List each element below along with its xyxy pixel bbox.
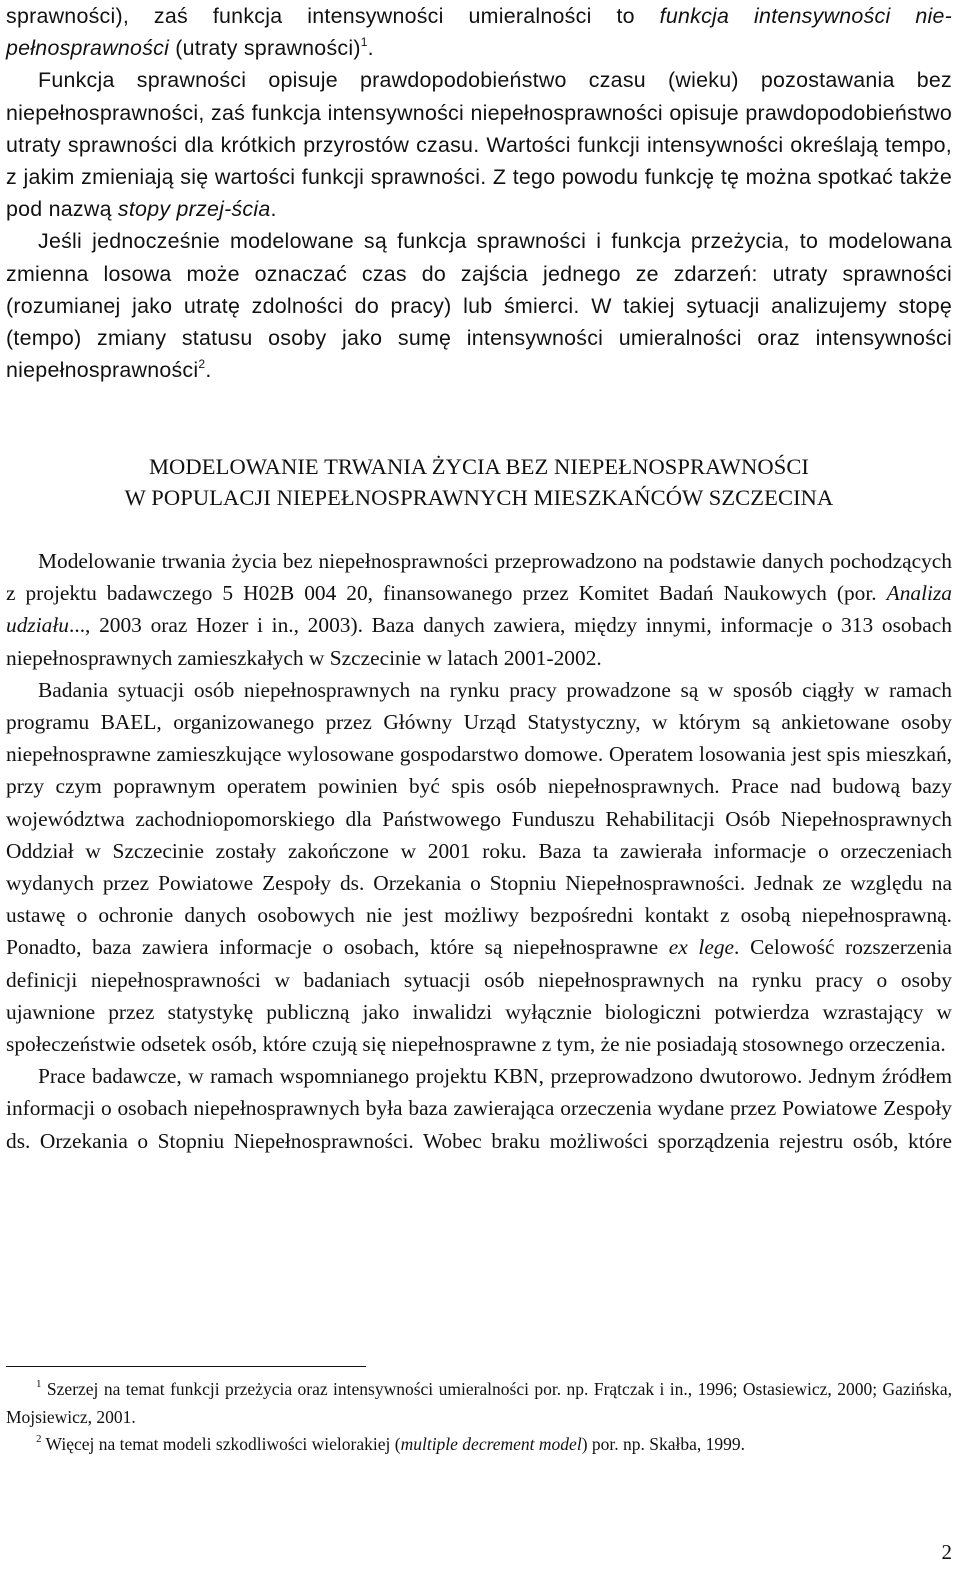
paragraph-continuation xyxy=(6,0,952,64)
paragraph-modelling-data xyxy=(6,545,952,674)
paragraph-survival-function xyxy=(6,64,952,225)
footnote-1 xyxy=(6,1376,952,1431)
text-run: Funkcja sprawności opisuje prawdopodobieństwo czasu (wieku) pozostawania bez niepełnosprawności, zaś funkcja intensywności niepełnosprawności opisuje prawdopodobieństwo utraty sprawności dla krótkich przyrostów czasu. Wartości funkcji intensywności określają tempo, z jakim zmieniają się wartości funkcji sprawności. Z tego powodu funkcję tę można spotkać także pod nazwą xyxy=(6,68,952,222)
text-run: ..., 2003 oraz Hozer i in., 2003). Baza danych zawiera, między innymi, informacje o 313 osobach niepełnosprawnych zamieszkałych w Szczecinie w latach 2001-2002. xyxy=(6,613,952,670)
footnote-number: 1 xyxy=(36,1378,42,1390)
italic-run: Analiza udziału xyxy=(6,581,952,638)
italic-run: pełnosprawności xyxy=(6,36,170,61)
text-run: sprawności), zaś funkcja intensywności umieralności to xyxy=(6,4,660,28)
footnote-number: 2 xyxy=(36,1433,42,1446)
paragraph-bael-research xyxy=(6,674,952,1060)
paragraph-kbn-project xyxy=(6,1060,952,1157)
text-run: . xyxy=(367,36,374,61)
heading-line-1: MODELOWANIE TRWANIA ŻYCIA BEZ NIEPEŁNOSPRAWNOŚCI xyxy=(148,454,810,479)
text-run: Modelowanie trwania życia bez niepełnosprawności przeprowadzono na podstawie danych pochodzących z projektu badawczego 5 H02B 004 20, finansowanego przez Komitet Badań Naukowych (por. xyxy=(6,549,952,606)
text-run: Jeśli jednocześnie modelowane są funkcja sprawności i funkcja przeżycia, to modelowana zmienna losowa może oznaczać czas do zajścia jednego ze zdarzeń: utraty sprawności (rozumianej jako utratę zdolności do pracy) lub śmierci. W takiej sytuacji analizujemy stopę (tempo) zmiany statusu osoby jako sumę intensywności umieralności oraz intensywności niepełnosprawności xyxy=(6,229,952,383)
text-run: Badania sytuacji osób niepełnosprawnych na rynku pracy prowadzone są w sposób ciągły w ramach programu BAEL, organizowanego przez Główny Urząd Statystyczny, w którym są ankietowane osoby niepełnosprawne zamieszkujące wylosowane gospodarstwo domowe. Operatem losowania jest spis mieszkań, przy czym poprawnym operatem powinien być spis osób niepełnosprawnych. Prace nad budową bazy województwa zachodniopomorskiego dla Państwowego Funduszu Rehabilitacji Osób Niepełnosprawnych Oddział w Szczecinie zostały zakończone w 2001 roku. Baza ta zawierała informacje o orzeczeniach wydanych przez Powiatowe Zespoły ds. Orzekania o Stopniu Niepełnosprawności. Jednak ze względu na ustawę o ochronie danych osobowych nie jest możliwy bezpośredni kontakt z osobą niepełnosprawną. Ponadto, baza zawiera informacje o osobach, które są niepełnosprawne xyxy=(6,677,952,960)
italic-run: ex lege xyxy=(668,935,735,960)
paragraph-joint-modelling xyxy=(6,225,952,386)
footnote-ref-2[interactable]: 2 xyxy=(198,357,206,372)
page-number: 2 xyxy=(941,1540,952,1564)
italic-run: multiple decrement model xyxy=(400,1434,582,1455)
italic-run: funkcja intensywności nie- xyxy=(659,4,952,28)
footnote-ref-1[interactable]: 1 xyxy=(360,35,368,50)
heading-line-2: W POPULACJI NIEPEŁNOSPRAWNYCH MIESZKAŃCÓW SZCZECINA xyxy=(124,485,834,510)
text-run: . Celowość rozszerzenia definicji niepełnosprawności w badaniach sytuacji osób niepełnosprawnych na rynku pracy o osoby ujawnione przez statystykę publiczną jako inwalidzi wyłącznie biologiczni potwierdza wzrastający w społeczeństwie odsetek osób, które czują się niepełnosprawne z tym, że nie posiadają stosownego orzeczenia. xyxy=(6,935,952,1057)
footnotes xyxy=(6,1376,952,1459)
footnote-2 xyxy=(6,1431,952,1459)
footnote-text: Więcej na temat modeli szkodliwości wielorakiej ( xyxy=(41,1434,401,1455)
section-heading xyxy=(6,451,952,513)
text-run: . xyxy=(270,197,277,222)
section-main xyxy=(6,545,952,1157)
footnote-separator xyxy=(6,1366,366,1367)
text-run: Prace badawcze, w ramach wspomnianego projektu KBN, przeprowadzono dwutorowo. Jednym źródłem informacji o osobach niepełnosprawnych była baza zawierająca orzeczenia wydane przez Powiatowe Zespoły ds. Orzekania o Stopniu Niepełnosprawności. Wobec braku możliwości sporządzenia rejestru osób, które xyxy=(6,1064,952,1153)
footnote-text: ) por. np. Skałba, 1999. xyxy=(581,1434,746,1455)
section-intro xyxy=(6,0,952,386)
footnote-text: Szerzej na temat funkcji przeżycia oraz intensywności umieralności por. np. Frątczak i in., 1996; Ostasiewicz, 2000; Gazińska, Mojsiewicz, 2001. xyxy=(6,1379,952,1427)
text-run: . xyxy=(205,358,212,383)
italic-run: stopy przej-ścia xyxy=(117,197,271,222)
text-run: (utraty sprawności) xyxy=(169,36,361,61)
